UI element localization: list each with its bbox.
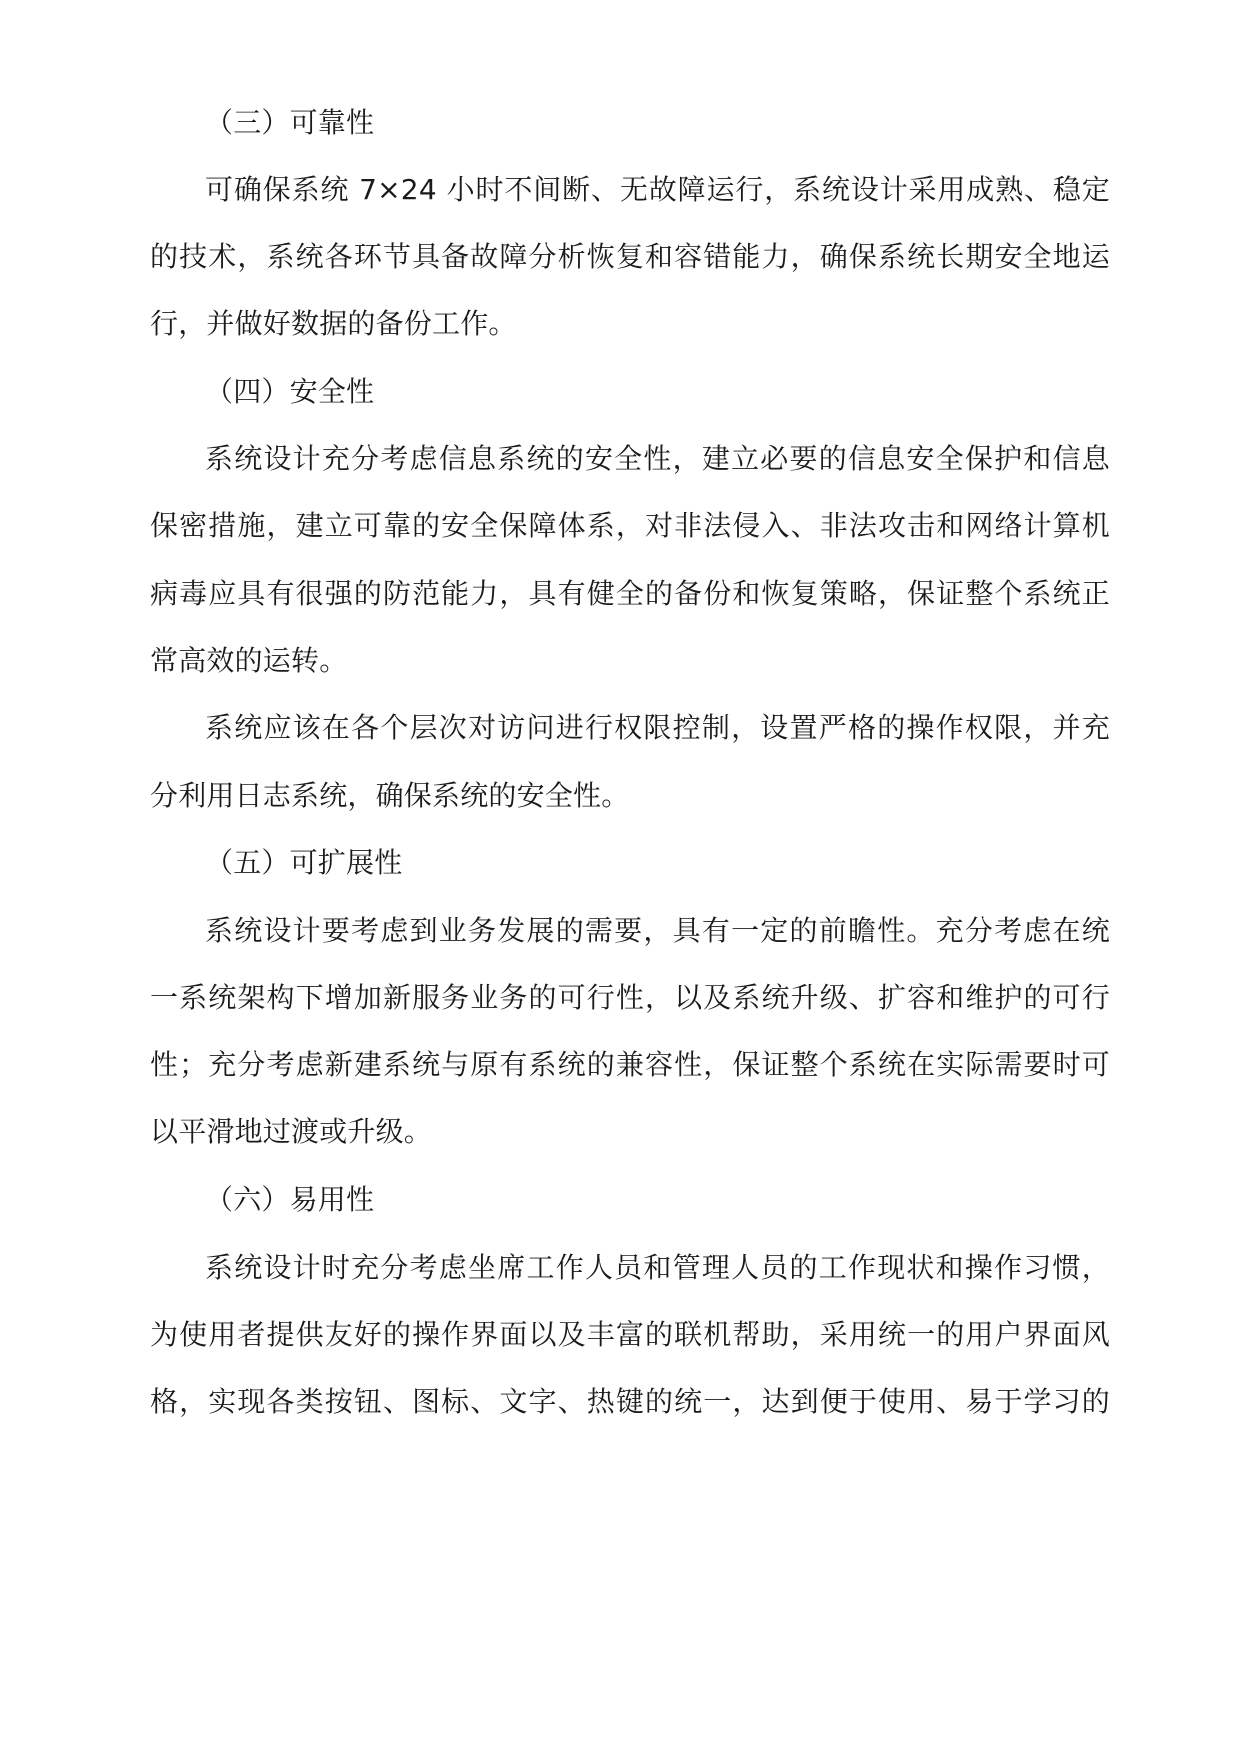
paragraph-line: 为使用者提供友好的操作界面以及丰富的联机帮助，采用统一的用户界面风	[150, 1318, 1110, 1351]
paragraph-line: 保密措施，建立可靠的安全保障体系，对非法侵入、非法攻击和网络计算机	[150, 509, 1110, 542]
heading-security: （四）安全性	[205, 375, 375, 408]
paragraph-line: 系统设计时充分考虑坐席工作人员和管理人员的工作现状和操作习惯，	[205, 1251, 1110, 1284]
paragraph-line: 病毒应具有很强的防范能力，具有健全的备份和恢复策略，保证整个系统正	[150, 577, 1110, 610]
heading-scalability: （五）可扩展性	[205, 846, 403, 879]
paragraph-line: 可确保系统 7×24 小时不间断、无故障运行，系统设计采用成熟、稳定	[205, 173, 1110, 206]
paragraph-line: 性；充分考虑新建系统与原有系统的兼容性，保证整个系统在实际需要时可	[150, 1048, 1110, 1081]
paragraph-line: 格，实现各类按钮、图标、文字、热键的统一，达到便于使用、易于学习的	[150, 1385, 1110, 1418]
paragraph-line: 行，并做好数据的备份工作。	[150, 307, 517, 340]
paragraph-line: 系统应该在各个层次对访问进行权限控制，设置严格的操作权限，并充	[205, 711, 1110, 744]
paragraph-line: 以平滑地过渡或升级。	[150, 1115, 433, 1148]
paragraph-line: 分利用日志系统，确保系统的安全性。	[150, 779, 630, 812]
heading-usability: （六）易用性	[205, 1183, 375, 1216]
paragraph-line: 系统设计要考虑到业务发展的需要，具有一定的前瞻性。充分考虑在统	[205, 914, 1110, 947]
paragraph-line: 的技术，系统各环节具备故障分析恢复和容错能力，确保系统长期安全地运	[150, 240, 1110, 273]
paragraph-line: 一系统架构下增加新服务业务的可行性，以及系统升级、扩容和维护的可行	[150, 981, 1110, 1014]
heading-reliability: （三）可靠性	[205, 106, 375, 139]
paragraph-line: 常高效的运转。	[150, 644, 348, 677]
paragraph-line: 系统设计充分考虑信息系统的安全性，建立必要的信息安全保护和信息	[205, 442, 1110, 475]
